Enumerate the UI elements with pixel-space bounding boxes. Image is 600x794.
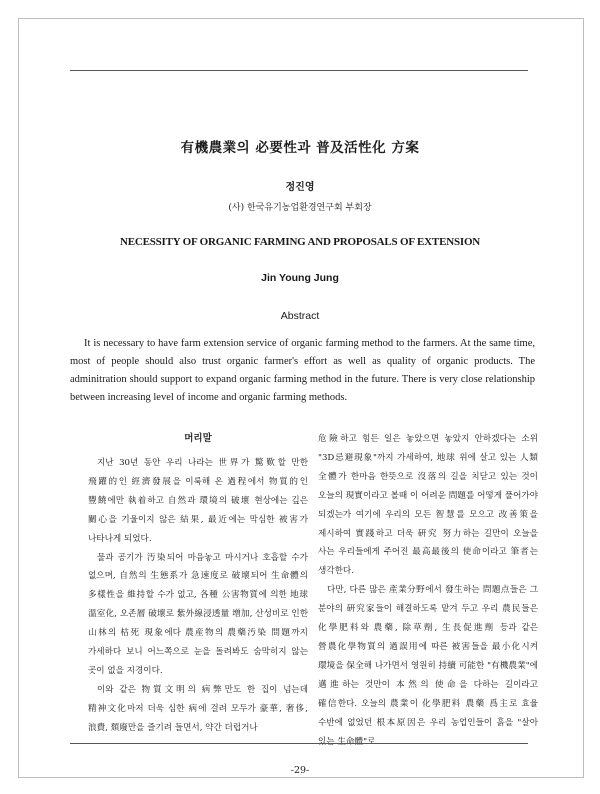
section-heading: 머리말 [184,433,212,444]
paragraph: 물과 공기가 汚染되어 마음놓고 마시거나 호흡할 수가 없으며, 自然의 生態系가 急速度로 破壞되어 生命體의 多樣性을 維持할 수가 없고, 各種 公害物質에 의한 地球 溫室化, 오존層 破壞로 紫外線浸透量 增加, 산성비로 인한 山林의 枯死 現象에다 農産物의 農藥汚染 問題까지 가세하다 보니 어느쪽으로 눈을 돌려봐도 숨막히지 않는 곳이 없을 지경이다. [88,552,308,676]
bottom-rule [70,743,528,744]
abstract-text: It is necessary to have farm extension service of organic farming method to the farmers. At the same time, most of people should also trust organic farmer's effort as well as quality of organic products. The adminitration should support to expand organic farming method in the future. There is very close relationship between increasing level of income and organic farming methods. [70,338,535,403]
author-korean: 정진영 [285,182,315,193]
english-title: NECESSITY OF ORGANIC FARMING AND PROPOSALS OF EXTENSION [119,236,481,248]
paragraph: 危險하고 힘든 일은 놓았으면 놓았지 안하겠다는 소위 "3D忌避現象"까지 가세하여, 地球 위에 살고 있는 人類 全體가 한마음 한뜻으로 沒落의 길을 치닫고 있는 것이 오늘의 現實이라고 볼때 이 어려운 問題를 어떻게 풀어가야 되겠는가 여기에 우리의 모든 智慧를 모으고 改善策을 제시하여 實踐하고 더욱 硏究 努力하는 길만이 오늘을 사는 우리들에게 주어진 最高最後의 使命이라고 筆者는 생각한다. [318,434,538,577]
paragraph: 지난 30년 동안 우리 나라는 世界가 驚歎할 만한 飛躍的인 經濟發展을 이룩해 온 過程에서 物質的인 豐饒에만 執着하고 自然과 環境의 破壞 현상에는 깊은 關心을 기울이지 않은 結果, 最近에는 막심한 被害가 나타나게 되었다. [88,458,308,544]
abstract-heading: Abstract [280,310,320,322]
paragraph: 다만, 다른 많은 產業分野에서 發生하는 問題点들은 그 분야의 硏究家들이 해결하도록 맡겨 두고 우리 農民들은 化學肥料와 農藥, 除草劑, 生長促進劑 등과 같은 營農化學物質의 過誤用에 따른 被害들을 最小化시켜 環境을 保全해 나가면서 영원히 持續 可能한 "有機農業"에 邁進하는 것만이 本然의 使命을 다하는 길이라고 確信한다. 오늘의 農業이 化學肥料 農藥 爲主로 효율 수반에 없었던 根本原因은 우리 농업인들이 흙을 "살아 있는 生命體"로 [318,585,538,747]
paragraph: 이와 같은 物質文明의 病弊만도 한 집이 넘는데 精神文化마저 더욱 심한 病에 걸려 모두가 豪華, 奢侈, 浪費, 頹廢만을 즐기려 들면서, 약간 더럽거나 [88,684,308,733]
page-number: -29- [290,765,310,776]
author-english: Jin Young Jung [261,272,339,284]
abstract [70,335,535,407]
left-column [88,430,308,738]
korean-title: 有機農業의 必要性과 普及活性化 方案 [180,140,420,156]
right-column [318,430,538,751]
top-rule [70,70,528,71]
affiliation-korean: (사) 한국유기농업환경연구회 부회장 [228,203,372,213]
